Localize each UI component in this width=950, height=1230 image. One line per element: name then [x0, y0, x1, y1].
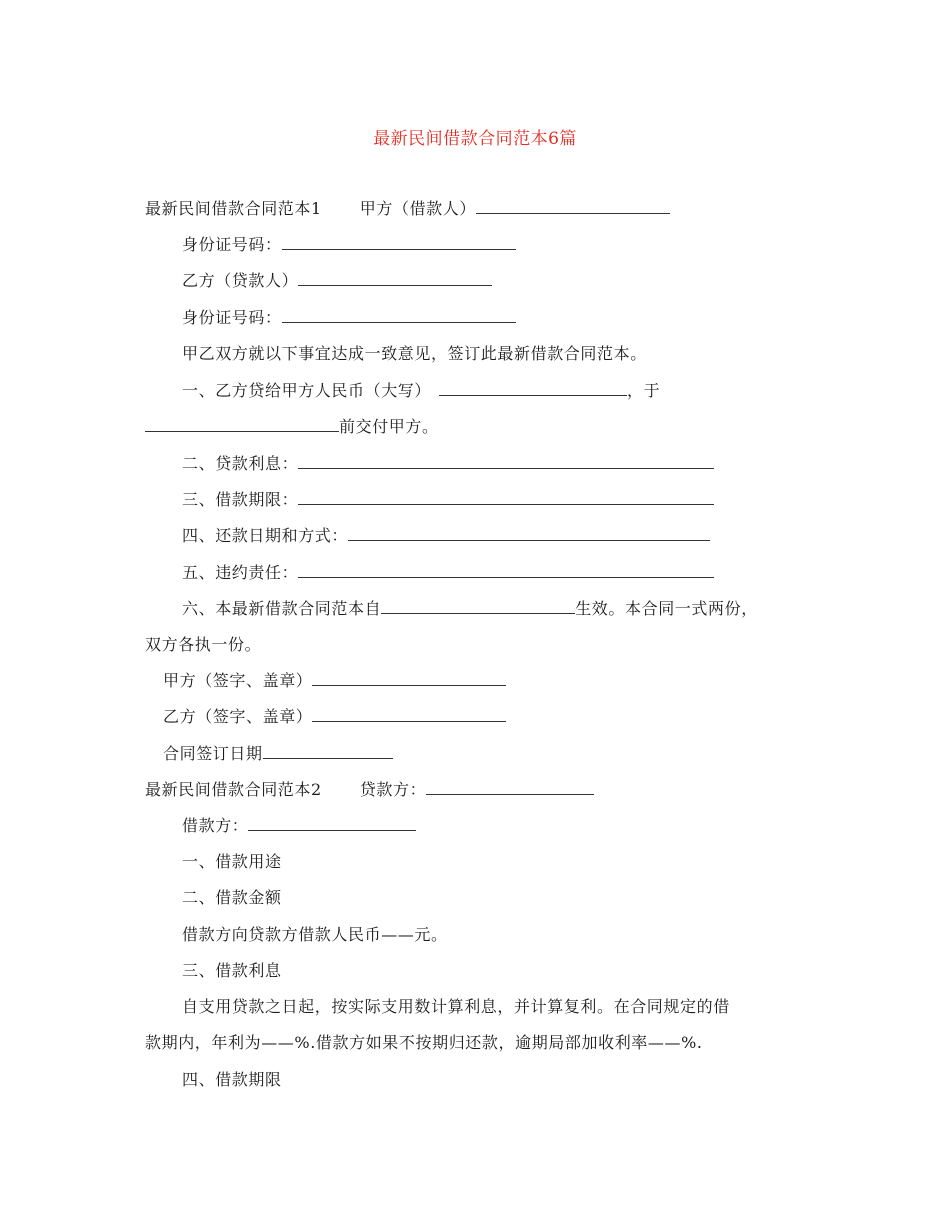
item1-cont-line [145, 416, 439, 438]
id-b-label: 身份证号码： [182, 308, 282, 327]
item1-suffix: ，于 [627, 381, 661, 400]
section-2-text: 借款方向贷款方借款人民币——元。 [182, 925, 448, 944]
item1-line [182, 380, 660, 402]
section-1-heading: 一、借款用途 [182, 852, 282, 871]
item1-cont: 前交付甲方。 [339, 417, 439, 436]
party-a-label: 甲方（借款人） [359, 199, 476, 218]
party-b-blank [298, 270, 492, 286]
id-b-line [182, 307, 516, 329]
item4-label: 四、还款日期和方式： [182, 526, 349, 545]
item4-line [182, 525, 710, 547]
item6-line [182, 598, 758, 620]
borrower-line [182, 815, 416, 837]
term-blank [298, 489, 714, 505]
interest-blank [298, 453, 714, 469]
id-a-blank [282, 234, 516, 250]
delivery-date-blank [145, 416, 339, 432]
effective-date-blank [381, 598, 575, 614]
section-3-text-1: 自支用贷款之日起，按实际支用数计算利息，并计算复利。在合同规定的借 [182, 997, 730, 1016]
sign-a-blank [312, 670, 506, 686]
id-a-label: 身份证号码： [182, 235, 282, 254]
contract2-heading: 最新民间借款合同范本2 [145, 780, 322, 799]
contract1-heading: 最新民间借款合同范本1 [145, 199, 322, 218]
item2-label: 二、贷款利息： [182, 454, 299, 473]
item3-line [182, 489, 714, 511]
document-title: 最新民间借款合同范本6篇 [373, 129, 577, 149]
sign-b-line [163, 706, 506, 728]
item6-suffix: 生效。本合同一式两份， [575, 599, 758, 618]
sign-date-line [163, 743, 393, 765]
agreement-text: 甲乙双方就以下事宜达成一致意见，签订此最新借款合同范本。 [182, 344, 647, 363]
id-a-line [182, 234, 516, 256]
party-b-label: 乙方（贷款人） [182, 271, 299, 290]
lender-label: 贷款方： [359, 780, 427, 799]
section-3-text-2: 款期内，年利为——%.借款方如果不按期归还款，逾期局部加收利率——%. [145, 1033, 703, 1052]
sign-date-label: 合同签订日期 [163, 744, 263, 763]
sign-b-label: 乙方（签字、盖章） [163, 707, 313, 726]
repayment-blank [348, 525, 710, 541]
party-b-line [182, 270, 492, 292]
contract1-heading-line [145, 198, 670, 220]
sign-a-line [163, 670, 506, 692]
borrower-blank [248, 815, 416, 831]
lender-blank [426, 779, 594, 795]
party-a-blank [476, 198, 670, 214]
section-3-heading: 三、借款利息 [182, 961, 282, 980]
sign-a-label: 甲方（签字、盖章） [163, 671, 313, 690]
sign-date-blank [263, 743, 393, 759]
borrower-label: 借款方： [182, 816, 249, 835]
id-b-blank [282, 307, 516, 323]
item3-label: 三、借款期限： [182, 490, 299, 509]
item6-cont: 双方各执一份。 [145, 635, 262, 654]
item6-label: 六、本最新借款合同范本自 [182, 599, 382, 618]
contract2-heading-line [145, 779, 594, 801]
amount-blank [439, 380, 627, 396]
liability-blank [298, 562, 714, 578]
section-4-heading: 四、借款期限 [182, 1070, 282, 1089]
section-2-heading: 二、借款金额 [182, 888, 282, 907]
item5-line [182, 562, 714, 584]
item2-line [182, 453, 714, 475]
item5-label: 五、违约责任： [182, 563, 299, 582]
item1-label: 一、乙方贷给甲方人民币（大写） [182, 381, 432, 400]
sign-b-blank [312, 706, 506, 722]
